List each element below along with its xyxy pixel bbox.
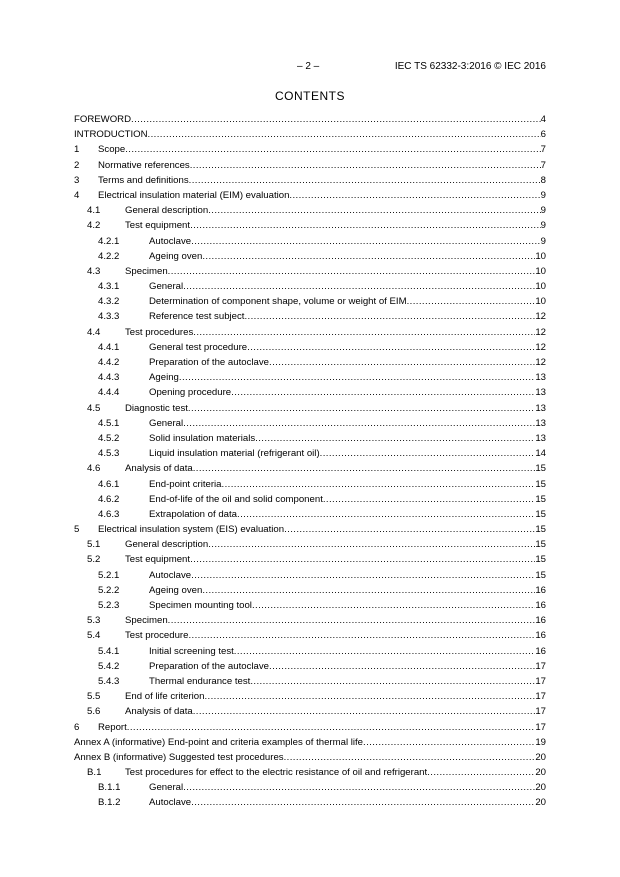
toc-entry[interactable] <box>74 355 546 370</box>
toc-entry[interactable] <box>74 188 546 203</box>
toc-entry-number: 5 <box>74 524 80 536</box>
dot-leader <box>208 537 535 552</box>
toc-entry[interactable] <box>74 598 546 613</box>
toc-entry-text <box>149 234 546 249</box>
toc-entry-label: General description <box>125 539 209 551</box>
toc-entry[interactable] <box>74 720 546 735</box>
toc-entry-label: End-of-life of the oil and solid component <box>149 493 323 505</box>
dot-leader <box>231 385 535 400</box>
toc-entry-text <box>149 507 546 522</box>
toc-entry-text <box>125 203 546 218</box>
toc-entry-text <box>149 674 546 689</box>
toc-entry[interactable] <box>74 780 546 795</box>
toc-entry[interactable] <box>74 173 546 188</box>
toc-entry-label: Reference test subject <box>149 311 245 323</box>
toc-entry-text <box>125 689 546 704</box>
toc-entry-page: 9 <box>540 235 546 247</box>
dot-leader <box>168 613 536 628</box>
toc-entry-label: Report <box>98 721 127 733</box>
toc-entry-number: 4.5.3 <box>98 448 120 460</box>
toc-entry-page: 10 <box>535 265 546 277</box>
toc-entry-number: 6 <box>74 721 80 733</box>
toc-entry-label: Diagnostic test <box>125 402 188 414</box>
toc-entry-label: Normative references <box>98 159 190 171</box>
toc-entry-page: 17 <box>535 706 546 718</box>
toc-entry-text <box>125 325 546 340</box>
toc-entry[interactable] <box>74 142 546 157</box>
toc-entry-page: 16 <box>535 584 546 596</box>
toc-entry-number: 5.2.1 <box>98 569 120 581</box>
toc-entry-label: Analysis of data <box>125 706 193 718</box>
toc-entry-label: Initial screening test <box>149 645 234 657</box>
toc-entry-page: 15 <box>535 493 546 505</box>
toc-entry-page: 12 <box>535 326 546 338</box>
toc-entry-number: 4.4.4 <box>98 387 120 399</box>
toc-entry-page: 16 <box>535 600 546 611</box>
toc-entry-text <box>149 568 546 583</box>
toc-entry-number: 4.3.2 <box>98 296 120 308</box>
dot-leader <box>190 158 541 173</box>
toc-entry[interactable] <box>74 795 546 810</box>
toc-entry-page: 20 <box>535 767 546 779</box>
toc-entry[interactable] <box>74 492 546 507</box>
toc-entry-number: 5.4.3 <box>98 675 120 687</box>
toc-entry-number: 4.5.1 <box>98 417 120 429</box>
toc-entry-text <box>125 537 546 552</box>
toc-entry-text <box>149 598 546 613</box>
toc-entry-number: 4.4.1 <box>98 341 120 353</box>
toc-entry-label: Test procedures for effect to the electric resistance of oil and refrigerant <box>125 767 428 779</box>
toc-entry-number: 5.6 <box>87 706 101 718</box>
dot-leader <box>222 477 536 492</box>
toc-entry-label: Electrical insulation material (EIM) evaluation <box>98 189 290 201</box>
toc-entry-text <box>98 522 546 537</box>
toc-entry-page: 20 <box>535 782 546 794</box>
toc-entry-text <box>149 249 546 264</box>
toc-entry-label: End-point criteria <box>149 478 222 490</box>
dot-leader <box>189 173 541 188</box>
toc-entry-label: Ageing oven <box>149 250 203 262</box>
toc-entry-number: 4.6 <box>87 463 101 475</box>
toc-entry-number: 4.5.2 <box>98 432 120 444</box>
toc-entry-label: Liquid insulation material (refrigerant oil) <box>149 448 320 460</box>
toc-entry[interactable] <box>74 477 546 492</box>
toc-entry-text <box>125 704 546 719</box>
dot-leader <box>190 552 535 567</box>
toc-entry-number: 2 <box>74 159 80 171</box>
toc-entry-label: Test equipment <box>125 220 191 232</box>
toc-entry-text <box>149 644 546 659</box>
dot-leader <box>204 689 535 704</box>
dot-leader <box>237 507 535 522</box>
toc-entry[interactable] <box>74 279 546 294</box>
toc-entry-number: 4.3.3 <box>98 311 120 323</box>
toc-entry-page: 16 <box>535 645 546 657</box>
toc-entry-page: 16 <box>535 615 546 627</box>
toc-entry-label: General <box>149 281 184 293</box>
dot-leader <box>269 659 535 674</box>
toc-entry-number: 5.1 <box>87 539 101 551</box>
dot-leader <box>284 522 535 537</box>
toc-entry-label: General <box>149 417 184 429</box>
toc-entry[interactable] <box>74 765 546 780</box>
toc-entry[interactable] <box>74 309 546 324</box>
toc-entry-label: INTRODUCTION <box>74 129 148 141</box>
toc-entry-page: 13 <box>535 417 546 429</box>
toc-entry-text <box>149 340 546 355</box>
toc-entry-text <box>149 795 546 810</box>
toc-entry-label: FOREWORD <box>74 114 132 125</box>
toc-entry-text <box>125 765 546 780</box>
toc-entry-text <box>149 583 546 598</box>
toc-entry-page: 14 <box>535 448 546 460</box>
dot-leader <box>202 583 535 598</box>
dot-leader <box>188 628 535 643</box>
dot-leader <box>252 598 535 613</box>
toc-entry-page: 19 <box>535 736 546 748</box>
toc-entry-label: Specimen <box>125 265 168 277</box>
toc-entry-page: 13 <box>535 432 546 444</box>
toc-entry[interactable] <box>74 340 546 355</box>
toc-entry-text <box>98 142 546 157</box>
toc-entry-label: End of life criterion <box>125 691 205 703</box>
contents-title: CONTENTS <box>275 89 345 103</box>
toc-entry-text <box>149 477 546 492</box>
toc-entry-text <box>98 173 546 188</box>
toc-entry-page: 17 <box>535 691 546 703</box>
toc-entry-number: 5.5 <box>87 691 101 703</box>
dot-leader <box>323 492 535 507</box>
dot-leader <box>188 401 535 416</box>
toc-entry-page: 12 <box>535 311 546 323</box>
toc-entry[interactable] <box>74 431 546 446</box>
toc-entry-text <box>125 264 546 279</box>
toc-entry-page: 16 <box>535 630 546 642</box>
toc-entry-label: Autoclave <box>149 235 192 247</box>
toc-entry[interactable] <box>74 689 546 704</box>
toc-entry-page: 12 <box>535 341 546 353</box>
toc-entry-page: 10 <box>535 296 546 308</box>
toc-entry-label: Solid insulation materials <box>149 432 256 444</box>
toc-entry-label: Electrical insulation system (EIS) evaluation <box>98 524 285 536</box>
table-of-contents <box>74 112 546 811</box>
toc-entry-label: Thermal endurance test <box>149 675 251 687</box>
page-number: – 2 – <box>297 61 320 72</box>
toc-entry-page: 15 <box>535 463 546 475</box>
toc-entry-number: 4.6.1 <box>98 478 120 490</box>
toc-entry-page: 9 <box>540 220 546 232</box>
toc-entry[interactable] <box>74 264 546 279</box>
toc-entry-page: 15 <box>535 524 546 536</box>
toc-entry-page: 15 <box>535 539 546 551</box>
dot-leader <box>179 370 535 385</box>
toc-entry-page: 13 <box>535 372 546 384</box>
toc-entry-page: 15 <box>535 569 546 581</box>
toc-entry-label: Ageing oven <box>149 584 203 596</box>
toc-entry-label: Annex B (informative) Suggested test procedures <box>74 751 284 763</box>
toc-entry-number: B.1 <box>87 767 102 779</box>
toc-entry-page: 9 <box>540 205 546 217</box>
toc-entry-text <box>98 188 546 203</box>
toc-entry-number: 4.3.1 <box>98 281 120 293</box>
toc-entry-number: 4.3 <box>87 265 101 277</box>
toc-entry-text <box>125 628 546 643</box>
toc-entry[interactable] <box>74 218 546 233</box>
toc-entry-text <box>149 659 546 674</box>
toc-entry-page: 6 <box>540 129 546 141</box>
toc-entry-label: Scope <box>98 144 126 156</box>
toc-entry-text <box>74 112 546 127</box>
toc-entry-number: 5.4.2 <box>98 660 120 672</box>
toc-entry-label: General description <box>125 205 209 217</box>
dot-leader <box>148 127 541 142</box>
toc-entry-text <box>149 492 546 507</box>
dot-leader <box>284 750 536 765</box>
toc-entry[interactable] <box>74 234 546 249</box>
toc-entry-label: Preparation of the autoclave <box>149 660 270 672</box>
toc-entry-page: 15 <box>535 478 546 490</box>
toc-entry-number: 4.2 <box>87 220 101 232</box>
page-header <box>0 61 620 75</box>
toc-entry-label: General <box>149 782 184 794</box>
toc-entry-text <box>125 613 546 628</box>
toc-entry[interactable] <box>74 735 546 750</box>
toc-entry-label: Specimen mounting tool <box>149 600 252 611</box>
toc-entry-page: 8 <box>540 174 546 186</box>
toc-entry-text <box>125 218 546 233</box>
dot-leader <box>168 264 536 279</box>
dot-leader <box>320 446 536 461</box>
toc-entry-number: 4.6.2 <box>98 493 120 505</box>
toc-entry-text <box>74 750 546 765</box>
toc-entry-text <box>149 294 546 309</box>
toc-entry[interactable] <box>74 659 546 674</box>
dot-leader <box>363 735 535 750</box>
toc-entry-label: Autoclave <box>149 569 192 581</box>
toc-entry-label: Test procedure <box>125 630 189 642</box>
toc-entry[interactable] <box>74 416 546 431</box>
dot-leader <box>125 142 540 157</box>
toc-entry[interactable] <box>74 401 546 416</box>
toc-entry-number: B.1.1 <box>98 782 121 794</box>
dot-leader <box>191 234 541 249</box>
dot-leader <box>244 309 535 324</box>
toc-entry-page: 9 <box>540 189 546 201</box>
toc-entry-label: General test procedure <box>149 341 248 353</box>
toc-entry[interactable] <box>74 158 546 173</box>
toc-entry-number: 5.2.3 <box>98 600 120 611</box>
dot-leader <box>193 704 536 719</box>
toc-entry-text <box>149 431 546 446</box>
toc-entry[interactable] <box>74 112 546 127</box>
toc-entry-label: Specimen <box>125 615 168 627</box>
toc-entry-page: 4 <box>540 114 546 125</box>
toc-entry-number: 4.4.2 <box>98 357 120 368</box>
toc-entry-number: 5.2 <box>87 554 101 566</box>
toc-entry-number: 4.4.3 <box>98 372 120 384</box>
dot-leader <box>191 795 535 810</box>
dot-leader <box>407 294 536 309</box>
toc-entry[interactable] <box>74 704 546 719</box>
toc-entry-text <box>149 780 546 795</box>
toc-entry[interactable] <box>74 385 546 400</box>
toc-entry[interactable] <box>74 461 546 476</box>
toc-entry-number: 1 <box>74 144 80 156</box>
toc-entry[interactable] <box>74 583 546 598</box>
toc-entry[interactable] <box>74 568 546 583</box>
toc-entry[interactable] <box>74 203 546 218</box>
document-reference: IEC TS 62332-3:2016 © IEC 2016 <box>394 61 546 72</box>
toc-entry[interactable] <box>74 325 546 340</box>
toc-entry[interactable] <box>74 294 546 309</box>
toc-entry-page: 12 <box>535 357 546 368</box>
toc-entry-text <box>74 735 546 750</box>
toc-entry-number: 4.6.3 <box>98 508 120 520</box>
toc-entry-text <box>149 446 546 461</box>
toc-entry-number: 4.1 <box>87 205 101 217</box>
toc-entry-number: 4.2.1 <box>98 235 120 247</box>
toc-entry-number: 5.3 <box>87 615 101 627</box>
dot-leader <box>289 188 540 203</box>
toc-entry-number: 3 <box>74 174 80 186</box>
toc-entry-number: 4.4 <box>87 326 101 338</box>
toc-entry-page: 20 <box>535 797 546 809</box>
dot-leader <box>247 340 535 355</box>
toc-entry-page: 20 <box>535 751 546 763</box>
dot-leader <box>234 644 536 659</box>
toc-entry-page: 13 <box>535 387 546 399</box>
toc-entry[interactable] <box>74 628 546 643</box>
dot-leader <box>193 325 535 340</box>
toc-entry-page: 7 <box>540 159 546 171</box>
toc-entry-label: Analysis of data <box>125 463 193 475</box>
toc-entry-page: 17 <box>535 675 546 687</box>
toc-entry-page: 17 <box>535 660 546 672</box>
toc-entry[interactable] <box>74 552 546 567</box>
toc-entry-label: Determination of component shape, volume or weight of EIM <box>149 296 407 308</box>
dot-leader <box>190 218 541 233</box>
toc-entry-label: Terms and definitions <box>98 174 189 186</box>
toc-entry-label: Autoclave <box>149 797 192 809</box>
toc-entry[interactable] <box>74 446 546 461</box>
toc-entry-page: 7 <box>540 144 546 156</box>
toc-entry-label: Test equipment <box>125 554 191 566</box>
toc-entry-label: Opening procedure <box>149 387 232 399</box>
toc-entry-text <box>125 401 546 416</box>
dot-leader <box>202 249 535 264</box>
toc-entry[interactable] <box>74 522 546 537</box>
toc-entry[interactable] <box>74 537 546 552</box>
dot-leader <box>191 568 535 583</box>
toc-entry-number: 4.2.2 <box>98 250 120 262</box>
toc-entry-text <box>149 279 546 294</box>
toc-entry-text <box>98 720 546 735</box>
toc-entry-page: 17 <box>535 721 546 733</box>
toc-entry[interactable] <box>74 750 546 765</box>
toc-entry-label: Ageing <box>149 372 179 384</box>
toc-entry-text <box>149 370 546 385</box>
toc-entry-text <box>74 127 546 142</box>
toc-entry-text <box>149 355 546 370</box>
toc-entry[interactable] <box>74 249 546 264</box>
toc-entry-text <box>149 416 546 431</box>
toc-entry-text <box>149 385 546 400</box>
dot-leader <box>131 112 541 127</box>
toc-entry-text <box>149 309 546 324</box>
toc-entry-page: 10 <box>535 281 546 293</box>
dot-leader <box>269 355 535 370</box>
toc-entry-text <box>125 461 546 476</box>
toc-entry-number: 5.2.2 <box>98 584 120 596</box>
toc-entry[interactable] <box>74 507 546 522</box>
dot-leader <box>183 780 535 795</box>
toc-entry[interactable] <box>74 370 546 385</box>
dot-leader <box>193 461 536 476</box>
toc-entry-page: 10 <box>535 250 546 262</box>
dot-leader <box>208 203 540 218</box>
toc-entry-number: B.1.2 <box>98 797 121 809</box>
toc-entry-page: 15 <box>535 508 546 520</box>
toc-entry-number: 4.5 <box>87 402 101 414</box>
toc-entry-number: 5.4 <box>87 630 101 642</box>
dot-leader <box>255 431 535 446</box>
dot-leader <box>427 765 535 780</box>
toc-entry-label: Extrapolation of data <box>149 508 238 520</box>
toc-entry[interactable] <box>74 644 546 659</box>
toc-entry-number: 5.4.1 <box>98 645 120 657</box>
dot-leader <box>250 674 535 689</box>
toc-entry-page: 15 <box>535 554 546 566</box>
toc-entry[interactable] <box>74 127 546 142</box>
toc-entry[interactable] <box>74 613 546 628</box>
toc-entry-number: 4 <box>74 189 80 201</box>
toc-entry-label: Test procedures <box>125 326 194 338</box>
toc-entry[interactable] <box>74 674 546 689</box>
dot-leader <box>183 416 535 431</box>
toc-entry-label: Preparation of the autoclave <box>149 357 270 368</box>
toc-entry-text <box>98 158 546 173</box>
toc-entry-page: 13 <box>535 402 546 414</box>
toc-entry-text <box>125 552 546 567</box>
dot-leader <box>127 720 536 735</box>
dot-leader <box>183 279 535 294</box>
toc-entry-label: Annex A (informative) End-point and criteria examples of thermal life <box>74 736 364 748</box>
